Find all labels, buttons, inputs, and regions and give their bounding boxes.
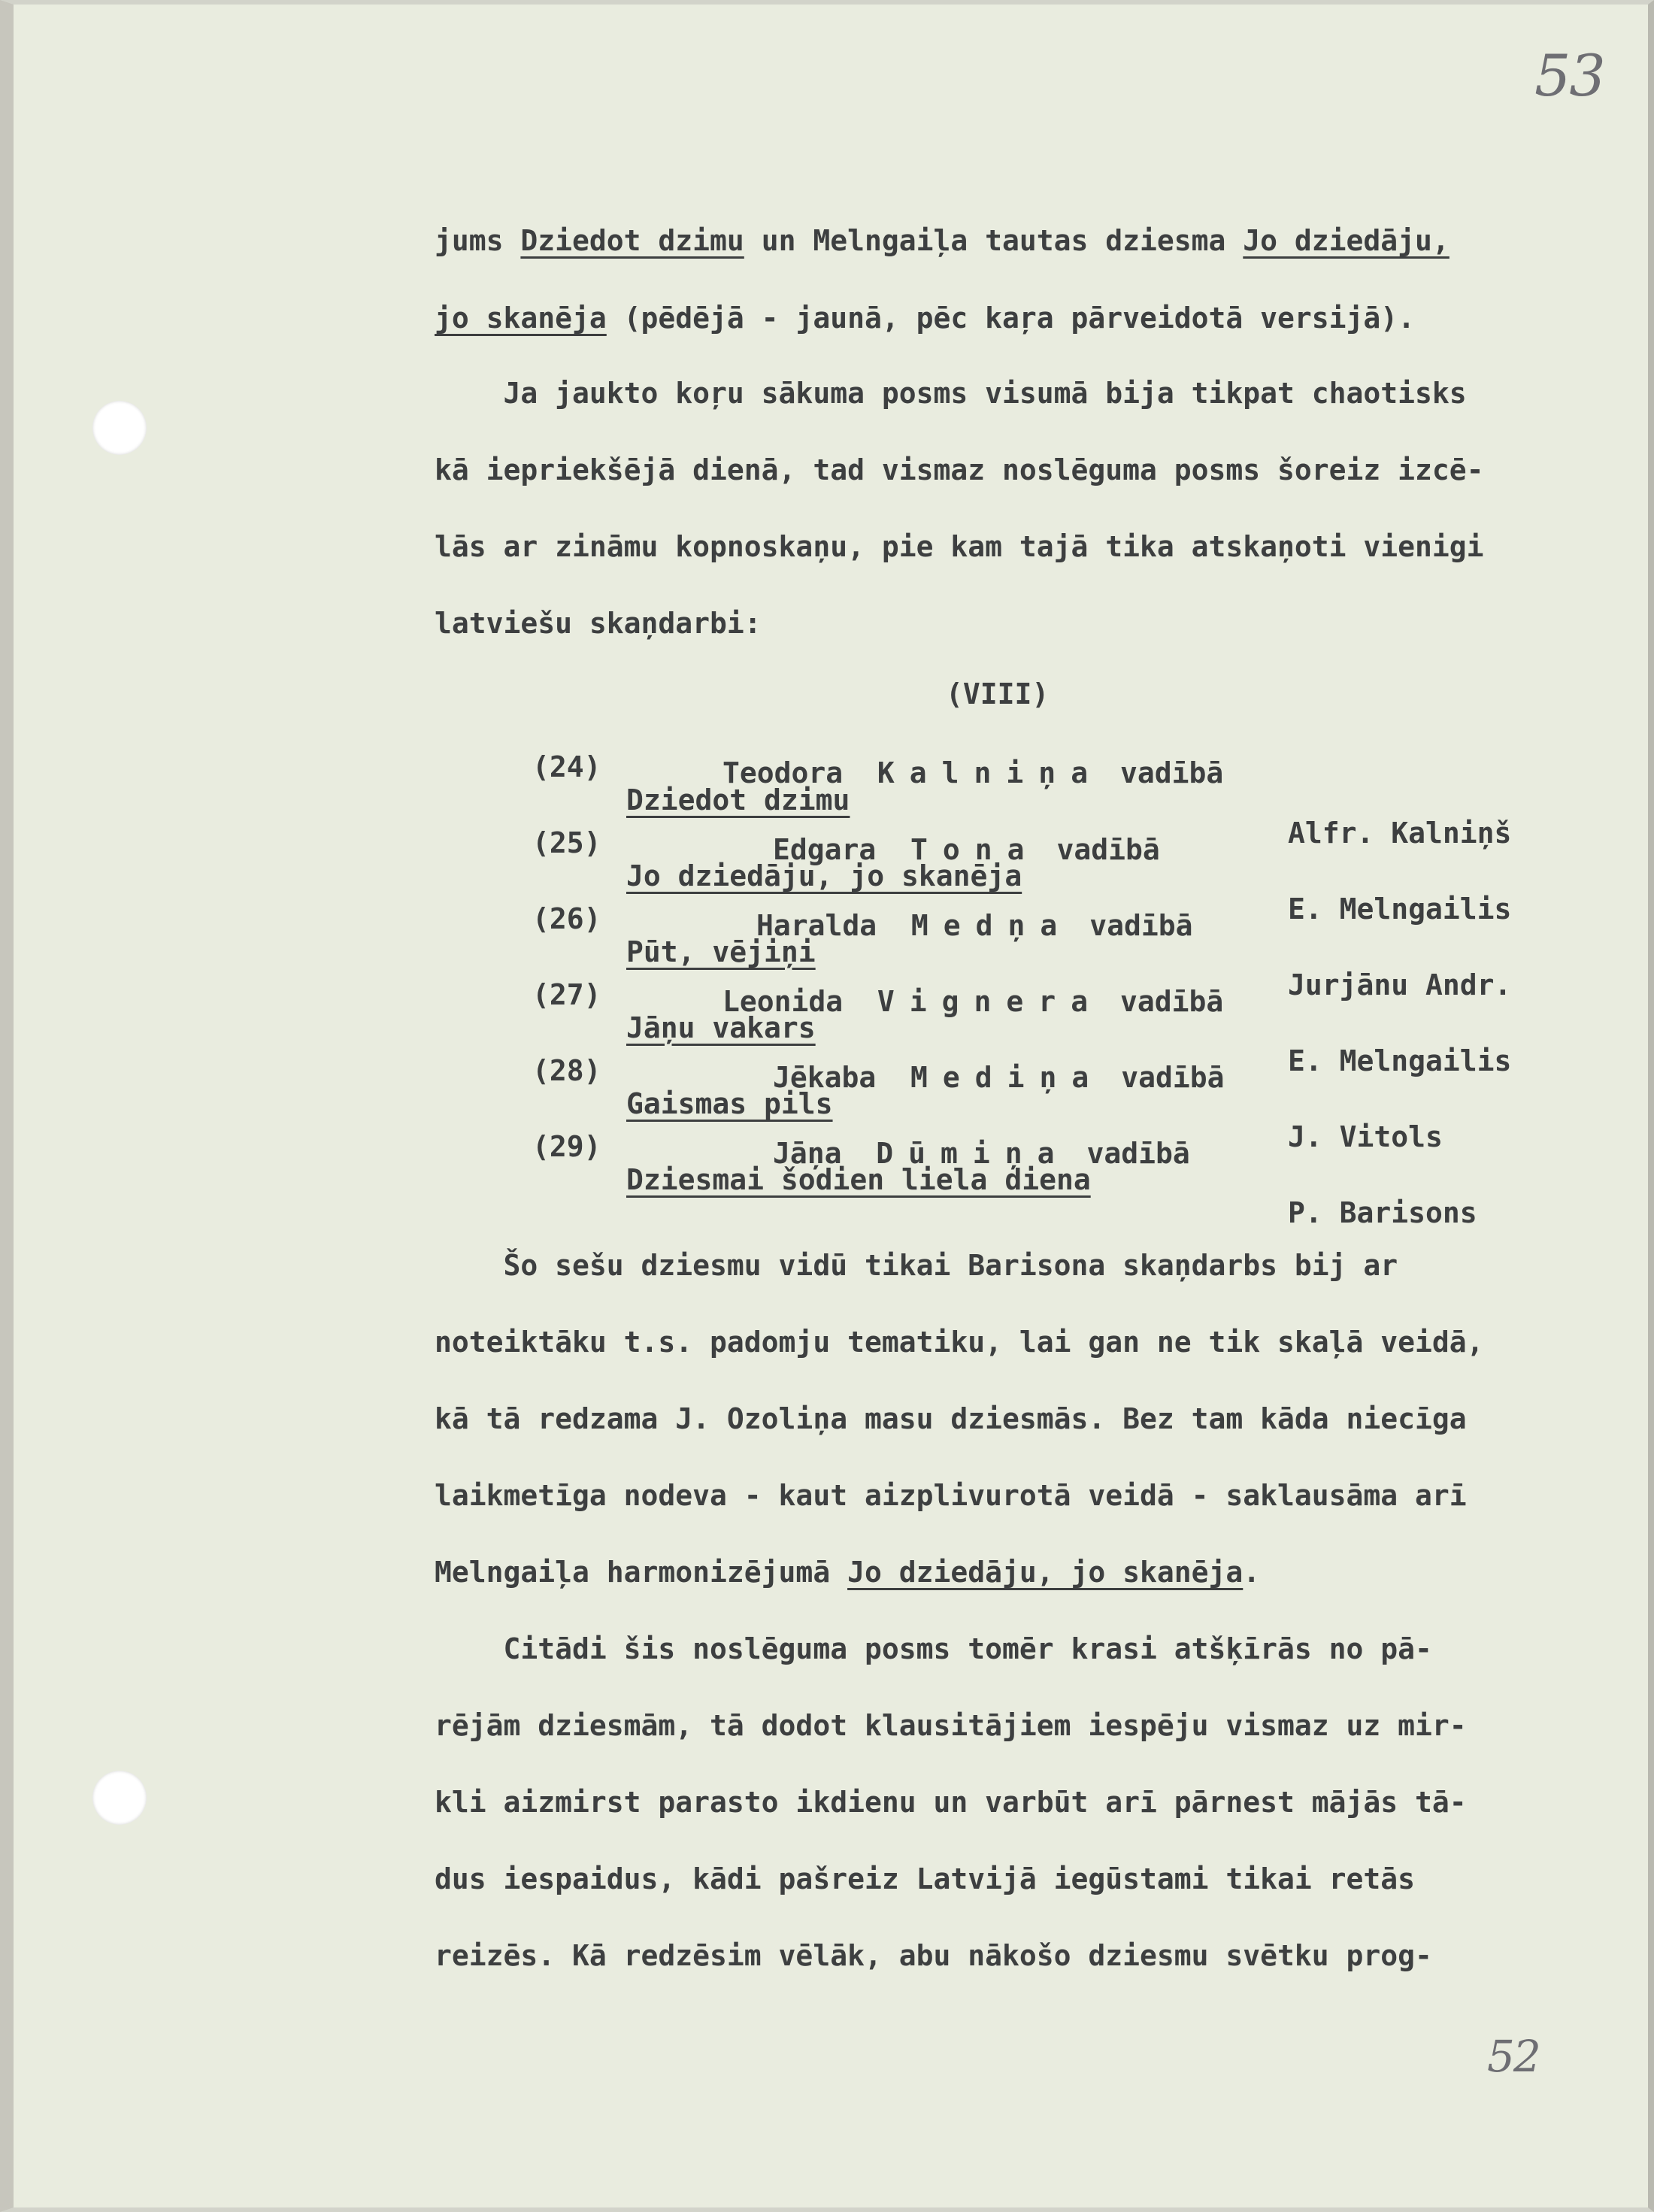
song-number: (27): [532, 978, 601, 1011]
conductor-surname: Medņa: [910, 909, 1073, 942]
text-run: (pēdējā - jaunā, pēc kaŗa pārveidotā versijā).: [606, 301, 1416, 335]
conductor-first-name: Edgara: [773, 833, 877, 866]
song-reference: Dziedot dzimu: [520, 224, 744, 257]
text-line: [435, 301, 1415, 335]
conductor-surname: Kalniņa: [877, 756, 1104, 789]
handwritten-page-number: 53: [1534, 42, 1604, 109]
song-reference: jo skanēja: [435, 301, 607, 335]
song-number: (29): [532, 1130, 601, 1163]
section-heading: (VIII): [946, 677, 1050, 711]
text-line: kli aizmirst parasto ikdienu un varbūt arī pārnest mājās tā-: [435, 1786, 1467, 1819]
conductor-label: vadībā: [1119, 985, 1224, 1018]
text-line: rējām dziesmām, tā dodot klausitājiem iespēju vismaz uz mir-: [435, 1709, 1467, 1742]
conductor-line: [773, 1061, 1225, 1094]
text-line: Ja jaukto koŗu sākuma posms visumā bija tikpat chaotisks: [435, 377, 1467, 410]
text-line: [435, 224, 1450, 257]
text-line: latviešu skaņdarbi:: [435, 607, 762, 640]
song-title: Jo dziedāju, jo skanēja: [626, 859, 1022, 892]
conductor-surname: Tona: [910, 833, 1040, 866]
text-line: kā iepriekšējā dienā, tad vismaz noslēguma posms šoreiz izcē-: [435, 453, 1484, 486]
song-number: (28): [532, 1054, 601, 1087]
conductor-label: vadībā: [1089, 909, 1193, 942]
conductor-label: vadībā: [1121, 1061, 1225, 1094]
conductor-first-name: Leonida: [722, 985, 844, 1018]
song-title: Dziedot dzimu: [626, 783, 850, 817]
conductor-first-name: Haralda: [756, 909, 877, 942]
conductor-line: [722, 756, 1223, 789]
song-number: (25): [532, 826, 601, 859]
text-line: dus iespaidus, kādi pašreiz Latvijā iegūstami tikai retās: [435, 1862, 1416, 1895]
song-reference: Jo dziedāju,: [1243, 224, 1450, 257]
handwritten-page-number: 52: [1487, 2031, 1540, 2082]
song-composer: P. Barisons: [1288, 1196, 1477, 1229]
conductor-label: vadībā: [1056, 833, 1160, 866]
song-title: Dziesmai šodien liela diena: [626, 1163, 1091, 1196]
song-title: Jāņu vakars: [626, 1011, 816, 1044]
text-line: noteiktāku t.s. padomju tematiku, lai gan ne tik skaļā veidā,: [435, 1326, 1484, 1359]
conductor-line: [773, 1137, 1190, 1170]
song-number: (24): [532, 750, 601, 783]
song-number: (26): [532, 902, 601, 935]
conductor-label: vadībā: [1119, 756, 1224, 789]
song-reference: Jo dziedāju, jo skanēja: [847, 1556, 1244, 1589]
conductor-first-name: Jēkaba: [773, 1061, 877, 1094]
text-run: un Melngaiļa tautas dziesma: [744, 224, 1244, 257]
song-composer: E. Melngailis: [1288, 1044, 1512, 1077]
text-run: .: [1243, 1556, 1261, 1589]
text-run: jums: [435, 224, 521, 257]
conductor-label: vadībā: [1086, 1137, 1190, 1170]
punch-hole: [92, 1771, 147, 1825]
song-composer: E. Melngailis: [1288, 892, 1512, 926]
song-composer: Jurjānu Andr.: [1288, 968, 1512, 1001]
text-line: [435, 1556, 1260, 1589]
text-run: Melngaiļa harmonizējumā: [435, 1556, 848, 1589]
text-line: Šo sešu dziesmu vidū tikai Barisona skaņdarbs bij ar: [435, 1249, 1398, 1282]
conductor-surname: Vignera: [877, 985, 1104, 1018]
song-composer: Alfr. Kalniņš: [1288, 817, 1512, 850]
song-composer: J. Vitols: [1288, 1120, 1443, 1153]
text-line: lās ar zināmu kopnoskaņu, pie kam tajā tika atskaņoti vienigi: [435, 530, 1484, 563]
conductor-line: [756, 909, 1192, 942]
song-title: Gaismas pils: [626, 1087, 833, 1120]
punch-hole: [92, 401, 147, 455]
conductor-line: [773, 833, 1160, 866]
text-line: kā tā redzama J. Ozoliņa masu dziesmās. Bez tam kāda niecīga: [435, 1402, 1467, 1435]
text-line: laikmetīga nodeva - kaut aizplivurotā veidā - saklausāma arī: [435, 1479, 1467, 1512]
conductor-first-name: Teodora: [722, 756, 844, 789]
conductor-first-name: Jāņa: [773, 1137, 842, 1170]
conductor-surname: Mediņa: [910, 1061, 1104, 1094]
text-line: Citādi šis noslēguma posms tomēr krasi atšķīrās no pā-: [435, 1632, 1432, 1665]
text-line: reizēs. Kā redzēsim vēlāk, abu nākošo dziesmu svētku prog-: [435, 1939, 1432, 1972]
conductor-surname: Dūmiņa: [876, 1137, 1070, 1170]
conductor-line: [722, 985, 1223, 1018]
song-title: Pūt, vējiņi: [626, 935, 816, 968]
